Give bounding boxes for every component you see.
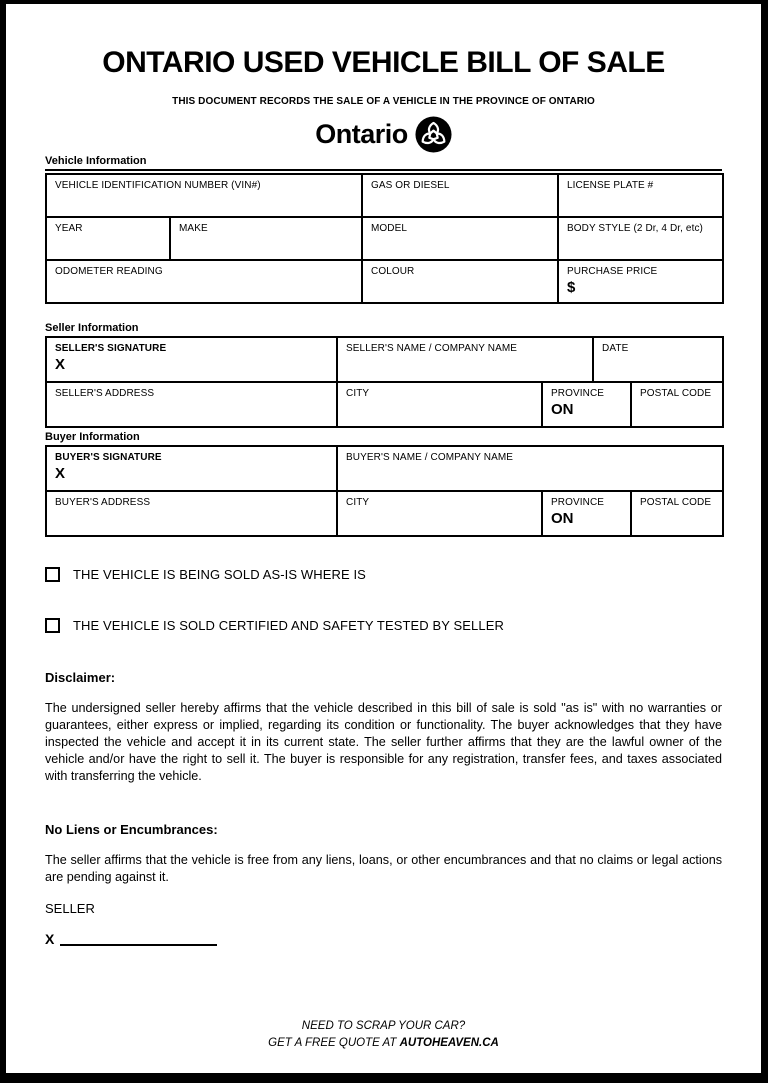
purchase-price-label: PURCHASE PRICE bbox=[567, 266, 658, 277]
seller-signature-line-row bbox=[45, 932, 722, 946]
bill-of-sale-page bbox=[6, 4, 761, 1073]
buyer-info-table bbox=[45, 445, 724, 537]
footer-line2-prefix: GET A FREE QUOTE AT bbox=[268, 1037, 400, 1049]
seller-info-table bbox=[45, 336, 724, 428]
fuel-label: GAS OR DIESEL bbox=[371, 180, 450, 191]
buyer-postal-field[interactable] bbox=[631, 491, 723, 536]
seller-postal-field[interactable] bbox=[631, 382, 723, 427]
seller-name-field[interactable] bbox=[337, 337, 593, 382]
odometer-field[interactable] bbox=[46, 260, 362, 303]
footer-line1: NEED TO SCRAP YOUR CAR? bbox=[301, 1020, 466, 1032]
year-label: YEAR bbox=[55, 223, 83, 234]
body-style-label: BODY STYLE (2 Dr, 4 Dr, etc) bbox=[567, 223, 703, 234]
seller-postal-label: POSTAL CODE bbox=[640, 388, 712, 399]
vin-field[interactable] bbox=[46, 174, 362, 217]
ontario-logo bbox=[45, 115, 722, 153]
buyer-province-value: ON bbox=[551, 510, 574, 527]
date-field[interactable] bbox=[593, 337, 723, 382]
seller-city-label: CITY bbox=[346, 388, 370, 399]
vehicle-section-heading: Vehicle Information bbox=[45, 155, 147, 167]
as-is-checkbox[interactable] bbox=[45, 567, 60, 582]
seller-section-heading: Seller Information bbox=[45, 322, 139, 334]
certified-checkbox-row bbox=[45, 618, 722, 633]
as-is-checkbox-label: THE VEHICLE IS BEING SOLD AS-IS WHERE IS bbox=[73, 567, 366, 582]
buyer-address-field[interactable] bbox=[46, 491, 337, 536]
trillium-icon bbox=[415, 116, 452, 153]
liens-text: The seller affirms that the vehicle is free from any liens, loans, or other encumbrances and that no claims or legal actions are pending against it. bbox=[45, 853, 722, 884]
buyer-signature-label: BUYER'S SIGNATURE bbox=[55, 452, 162, 463]
colour-label: COLOUR bbox=[371, 266, 415, 277]
seller-address-field[interactable] bbox=[46, 382, 337, 427]
colour-field[interactable] bbox=[362, 260, 558, 303]
table-row bbox=[46, 174, 723, 217]
signature-x-mark: X bbox=[45, 931, 55, 947]
buyer-postal-label: POSTAL CODE bbox=[640, 497, 712, 508]
footer-promo bbox=[45, 1018, 722, 1052]
buyer-signature-field[interactable] bbox=[46, 446, 337, 491]
seller-province-value: ON bbox=[551, 401, 574, 418]
license-plate-field[interactable] bbox=[558, 174, 723, 217]
certified-checkbox-label: THE VEHICLE IS SOLD CERTIFIED AND SAFETY TESTED BY SELLER bbox=[73, 618, 504, 633]
make-field[interactable] bbox=[170, 217, 362, 260]
seller-city-field[interactable] bbox=[337, 382, 542, 427]
seller-signature-x-mark: X bbox=[55, 356, 66, 373]
license-plate-label: LICENSE PLATE # bbox=[567, 180, 654, 191]
table-row bbox=[46, 491, 723, 536]
fuel-field[interactable] bbox=[362, 174, 558, 217]
seller-signature-label: SELLER'S SIGNATURE bbox=[55, 343, 167, 354]
signature-line[interactable] bbox=[60, 932, 217, 946]
buyer-signature-x-mark: X bbox=[55, 465, 66, 482]
vin-label: VEHICLE IDENTIFICATION NUMBER (VIN#) bbox=[55, 180, 261, 191]
seller-province-label: PROVINCE bbox=[551, 388, 605, 399]
page-subtitle: THIS DOCUMENT RECORDS THE SALE OF A VEHICLE IN THE PROVINCE OF ONTARIO bbox=[172, 96, 595, 107]
table-row bbox=[46, 260, 723, 303]
certified-checkbox[interactable] bbox=[45, 618, 60, 633]
odometer-label: ODOMETER READING bbox=[55, 266, 163, 277]
buyer-address-label: BUYER'S ADDRESS bbox=[55, 497, 151, 508]
footer-autoheaven-link[interactable]: AUTOHEAVEN.CA bbox=[399, 1037, 499, 1049]
purchase-price-field[interactable] bbox=[558, 260, 723, 303]
ontario-wordmark: Ontario bbox=[315, 118, 408, 149]
table-row bbox=[46, 382, 723, 427]
as-is-checkbox-row bbox=[45, 567, 722, 582]
table-row bbox=[46, 217, 723, 260]
table-row bbox=[46, 446, 723, 491]
buyer-province-label: PROVINCE bbox=[551, 497, 605, 508]
buyer-name-label: BUYER'S NAME / COMPANY NAME bbox=[346, 452, 514, 463]
buyer-name-field[interactable] bbox=[337, 446, 723, 491]
table-row bbox=[46, 337, 723, 382]
disclaimer-heading: Disclaimer: bbox=[45, 670, 116, 685]
seller-signature-field[interactable] bbox=[46, 337, 337, 382]
liens-heading: No Liens or Encumbrances: bbox=[45, 822, 218, 837]
model-label: MODEL bbox=[371, 223, 408, 234]
seller-address-label: SELLER'S ADDRESS bbox=[55, 388, 155, 399]
make-label: MAKE bbox=[179, 223, 208, 234]
seller-province-field[interactable] bbox=[542, 382, 631, 427]
disclaimer-text: The undersigned seller hereby affirms that the vehicle described in this bill of sale is sold "as is" with no warranties or guarantees, either express or implied, regarding its condition or functionality. The buyer acknowledges that they have inspected the vehicle and accept it in its current state. The seller further affirms that they are the lawful owner of the vehicle and/or have the right to sell it. The buyer is responsible for any registration, transfer fees, and taxes associated with transferring the vehicle. bbox=[45, 701, 722, 783]
date-label: DATE bbox=[602, 343, 629, 354]
year-field[interactable] bbox=[46, 217, 170, 260]
footer-line2 bbox=[45, 1035, 722, 1052]
model-field[interactable] bbox=[362, 217, 558, 260]
body-style-field[interactable] bbox=[558, 217, 723, 260]
dollar-sign: $ bbox=[567, 279, 576, 296]
buyer-province-field[interactable] bbox=[542, 491, 631, 536]
buyer-section-heading: Buyer Information bbox=[45, 431, 140, 443]
buyer-city-label: CITY bbox=[346, 497, 370, 508]
vehicle-info-table bbox=[45, 173, 724, 304]
buyer-city-field[interactable] bbox=[337, 491, 542, 536]
page-title: ONTARIO USED VEHICLE BILL OF SALE bbox=[102, 46, 665, 79]
seller-name-label: SELLER'S NAME / COMPANY NAME bbox=[346, 343, 518, 354]
seller-signature-caption: SELLER bbox=[45, 901, 95, 916]
vehicle-section-divider bbox=[45, 169, 722, 171]
